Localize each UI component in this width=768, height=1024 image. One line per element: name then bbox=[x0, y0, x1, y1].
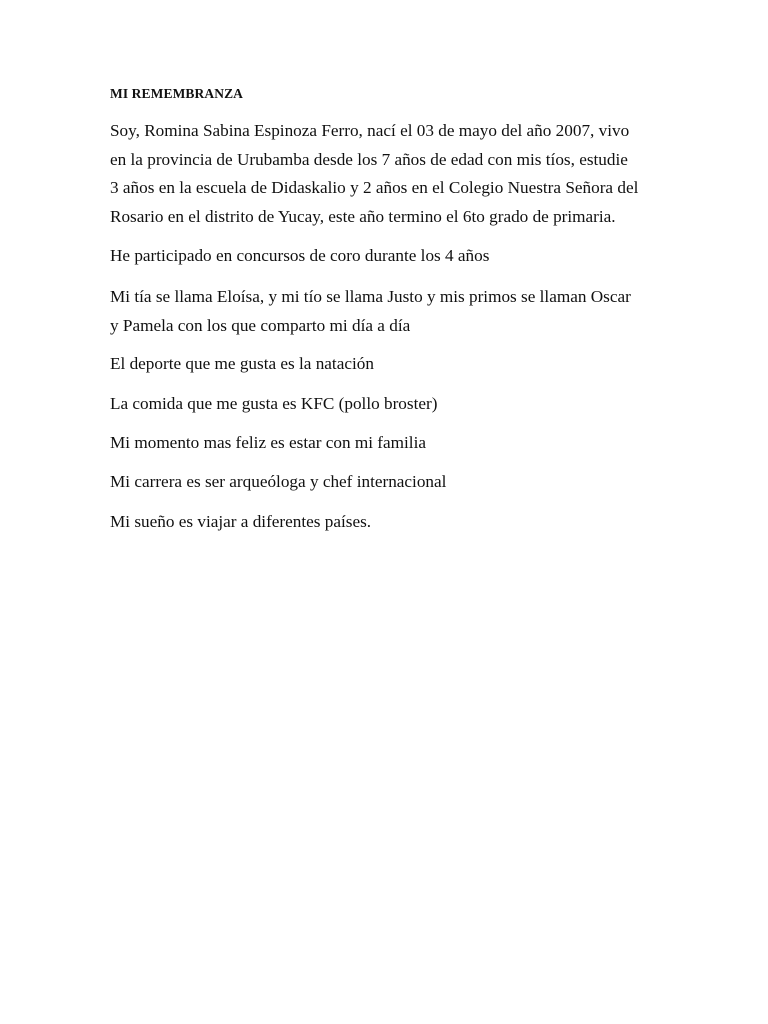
paragraph-line: Soy, Romina Sabina Espinoza Ferro, nací el 03 de mayo del año 2007, vivo bbox=[110, 121, 630, 140]
paragraph-food bbox=[110, 390, 670, 419]
paragraph-line: Mi carrera es ser arqueóloga y chef internacional bbox=[110, 472, 447, 491]
paragraph-line: He participado en concursos de coro durante los 4 años bbox=[110, 246, 490, 265]
paragraph-line: Mi tía se llama Eloísa, y mi tío se llama Justo y mis primos se llaman Oscar bbox=[110, 287, 631, 306]
paragraph-line: en la provincia de Urubamba desde los 7 años de edad con mis tíos, estudie bbox=[110, 149, 628, 169]
document-title: MI REMEMBRANZA bbox=[110, 86, 244, 101]
paragraph-career bbox=[110, 468, 670, 497]
paragraph-line: Rosario en el distrito de Yucay, este año termino el 6to grado de primaria. bbox=[110, 206, 616, 226]
paragraph-line: La comida que me gusta es KFC (pollo broster) bbox=[110, 394, 438, 413]
paragraph-line: 3 años en la escuela de Didaskalio y 2 años en el Colegio Nuestra Señora del bbox=[110, 178, 639, 197]
paragraph-sport bbox=[110, 350, 670, 379]
paragraph-line: El deporte que me gusta es la natación bbox=[110, 354, 374, 373]
paragraph-intro bbox=[110, 117, 670, 231]
paragraph-line: Mi momento mas feliz es estar con mi familia bbox=[110, 433, 426, 452]
paragraph-dream bbox=[110, 508, 670, 537]
paragraph-line: y Pamela con los que comparto mi día a día bbox=[110, 315, 411, 335]
paragraph-family bbox=[110, 283, 670, 340]
paragraph-choir bbox=[110, 242, 670, 271]
paragraph-happy-moment bbox=[110, 429, 670, 458]
paragraph-line: Mi sueño es viajar a diferentes países. bbox=[110, 512, 372, 531]
